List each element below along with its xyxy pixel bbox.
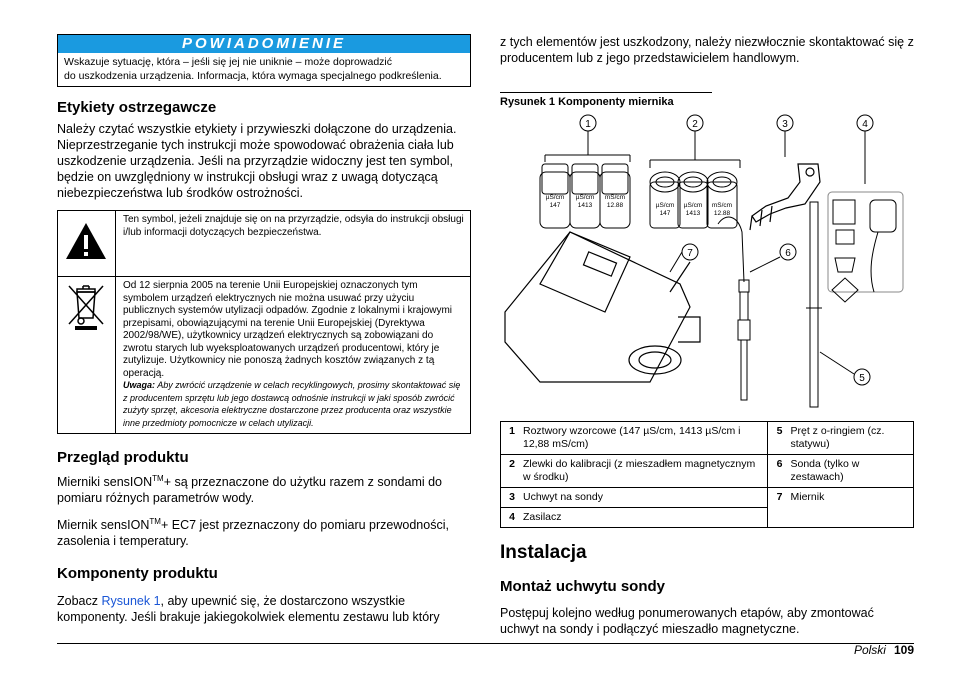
weee-cell	[58, 277, 116, 434]
notice-heading: POWIADOMIENIE	[58, 35, 470, 53]
parts-table	[500, 421, 914, 528]
svg-text:1: 1	[585, 119, 591, 130]
notice-box	[57, 34, 471, 87]
section-subtitle-mounting: Montaż uchwytu sondy	[500, 578, 665, 595]
section-title-components: Komponenty produktu	[57, 565, 218, 583]
svg-text:1413: 1413	[577, 202, 593, 209]
overview-paragraph-2: Miernik sensION™+ EC7 jest przeznaczony do pomiaru przewodności, zasolenia i temperatury.	[57, 517, 449, 549]
svg-text:2: 2	[692, 119, 698, 130]
section-title-installation: Instalacja	[500, 542, 587, 563]
svg-text:3: 3	[782, 119, 788, 130]
svg-text:7: 7	[687, 248, 693, 259]
symbols-table	[57, 210, 471, 434]
crossed-bin-icon	[59, 278, 113, 332]
svg-text:µS/cm: µS/cm	[655, 202, 675, 209]
svg-text:µS/cm: µS/cm	[683, 202, 703, 209]
power-supply	[828, 192, 903, 302]
calibration-beakers	[650, 172, 737, 228]
table-row: 3 Uchwyt na sondy 7 Miernik	[501, 488, 914, 508]
warning-triangle-icon	[59, 212, 113, 270]
support-rod	[810, 202, 818, 407]
figure-rule	[500, 92, 712, 93]
figure-caption: Rysunek 1 Komponenty miernika	[500, 96, 674, 108]
overview-paragraph-1: Mierniki sensION™+ są przeznaczone do użytku razem z sondami do pomiaru różnych parametrów wody.	[57, 474, 443, 506]
table-row: 2 Zlewki do kalibracji (z mieszadłem magnetycznym w środku) 6 Sonda (tylko w zestawach)	[501, 455, 914, 488]
footer-rule	[57, 643, 914, 644]
svg-text:147: 147	[659, 210, 671, 217]
weee-text: Od 12 sierpnia 2005 na terenie Unii Europejskiej oznaczonych tym symbolem urządzeń elektrycznych nie można usuwać przy użyciu publicznych systemów utylizacji odpadów. Zgodnie z lokalnymi i krajowymi przepisami, obowiązującymi na terenie Unii Europejskiej (Dyrektywa 2002/98/WE), użytkownicy urządzeń elektrycznych są zobowiązani do zwrotu starych lub wyeksploatowanych urządzeń producentowi, który je zutylizuje. Użytkownicy nie ponoszą żadnych kosztów związanych z tą operacją. Uwaga: Aby zwrócić urządzenie w celach recyklingowych, prosimy skontaktować się z producentem sprzętu lub jego dostawcą odnośnie instrukcji w jaki sposób zwrócić zużyty sprzęt, akcesoria elektryczne dostarczone przez producenta oraz wszystkie inne przedmioty pomocnicze w celach utylizacji.	[116, 277, 471, 434]
page-number: 109	[893, 643, 914, 657]
svg-text:12.88: 12.88	[713, 210, 731, 217]
mounting-paragraph: Postępuj kolejno według ponumerowanych etapów, aby zmontować uchwyt na sondy i podłączyć mieszadło magnetyczne.	[500, 606, 874, 636]
svg-text:mS/cm: mS/cm	[711, 202, 733, 209]
svg-text:1413: 1413	[685, 210, 701, 217]
svg-text:4: 4	[862, 119, 868, 130]
svg-text:12.88: 12.88	[606, 202, 624, 209]
svg-text:µS/cm: µS/cm	[545, 194, 565, 201]
components-paragraph: Zobacz Rysunek 1, aby upewnić się, że dostarczono wszystkie komponenty. Jeśli brakuje jakiegokolwiek elementu zestawu lub który	[57, 594, 440, 625]
svg-text:5: 5	[859, 373, 865, 384]
svg-text:147: 147	[549, 202, 561, 209]
svg-text:6: 6	[785, 248, 791, 259]
meter-device	[505, 232, 700, 382]
table-row: 4 Zasilacz	[501, 508, 914, 528]
svg-text:µS/cm: µS/cm	[575, 194, 595, 201]
probe	[718, 217, 750, 400]
section-title-overview: Przegląd produktu	[57, 449, 189, 466]
section-title-labels: Etykiety ostrzegawcze	[57, 99, 217, 116]
figure-link[interactable]: Rysunek 1	[101, 594, 161, 609]
labels-paragraph: Należy czytać wszystkie etykiety i przywieszki dołączone do urządzenia. Nieprzestrzeganie tych instrukcji może spowodować obrażenia ciała lub uszkodzenie urządzenia. Jeśli na przyrządzie widoczny jest ten symbol, będzie on uwzględniony w instrukcji obsługi wraz z uwagą dotyczącą niebezpieczeństwa lub środków ostrożności.	[57, 122, 457, 200]
footer-language: Polski	[853, 643, 886, 657]
svg-text:mS/cm: mS/cm	[604, 194, 626, 201]
notice-text: Wskazuje sytuację, która – jeśli się jej nie uniknie – może doprowadzić do uszkodzenia urządzenia. Informacja, która wymaga specjalnego podkreślenia.	[64, 56, 442, 82]
components-figure	[500, 112, 914, 412]
footer	[854, 643, 914, 657]
components-paragraph-continued: z tych elementów jest uszkodzony, należy niezwłocznie skontaktować się z producentem lub z jego przedstawicielem handlowym.	[500, 35, 914, 65]
warning-text: Ten symbol, jeżeli znajduje się on na przyrządzie, odsyła do instrukcji obsługi i/lub informacji dotyczących bezpieczeństwa.	[116, 211, 471, 277]
warning-cell	[58, 211, 116, 277]
table-row: 1 Roztwory wzorcowe (147 µS/cm, 1413 µS/cm i 12,88 mS/cm) 5 Pręt z o-ringiem (cz. statywu)	[501, 422, 914, 455]
